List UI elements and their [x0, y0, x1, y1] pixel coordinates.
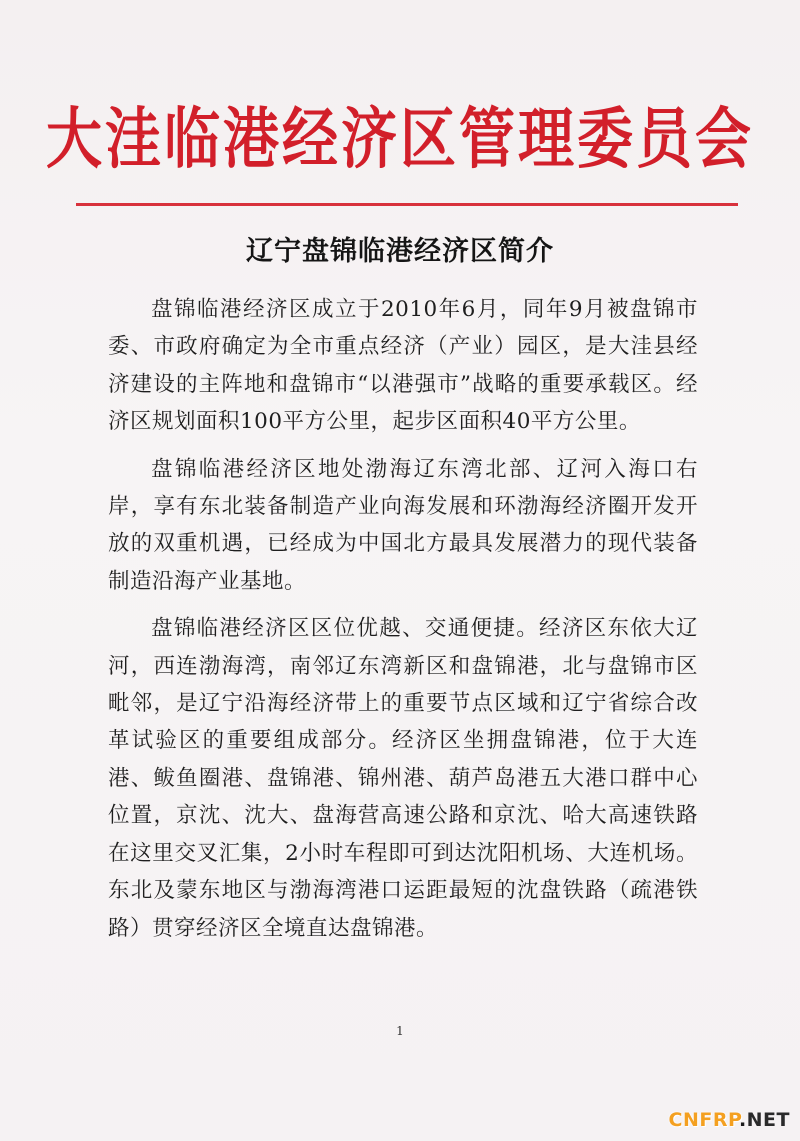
letterhead-divider [76, 203, 738, 206]
paragraph-3: 盘锦临港经济区区位优越、交通便捷。经济区东依大辽河，西连渤海湾，南邻辽东湾新区和盘锦港，北与盘锦市区毗邻，是辽宁沿海经济带上的重要节点区域和辽宁省综合改革试验区的重要组成部分。经济区坐拥盘锦港，位于大连港、鲅鱼圈港、盘锦港、锦州港、葫芦岛港五大港口群中心位置，京沈、沈大、盘海营高速公路和京沈、哈大高速铁路在这里交叉汇集，2小时车程即可到达沈阳机场、大连机场。东北及蒙东地区与渤海湾港口运距最短的沈盘铁路（疏港铁路）贯穿经济区全境直达盘锦港。 [108, 616, 698, 941]
site-watermark [669, 1109, 790, 1131]
watermark-brand: CNFRP [668, 1109, 739, 1131]
paragraph-1: 盘锦临港经济区成立于2010年6月，同年9月被盘锦市委、市政府确定为全市重点经济（产业）园区，是大洼县经济建设的主阵地和盘锦市“以港强市”战略的重要承载区。经济区规划面积100平方公里，起步区面积40平方公里。 [108, 297, 698, 435]
paragraph-2: 盘锦临港经济区地处渤海辽东湾北部、辽河入海口右岸，享有东北装备制造产业向海发展和环渤海经济圈开发开放的双重机遇，已经成为中国北方最具发展潜力的现代装备制造沿海产业基地。 [108, 456, 698, 594]
document-title: 辽宁盘锦临港经济区简介 [246, 236, 554, 267]
letterhead-title: 大洼临港经济区管理委员会 [46, 100, 754, 179]
watermark-tld: NET [746, 1109, 790, 1131]
document-body [108, 291, 698, 957]
page-number: 1 [396, 1024, 404, 1038]
watermark-dot: . [738, 1109, 747, 1131]
